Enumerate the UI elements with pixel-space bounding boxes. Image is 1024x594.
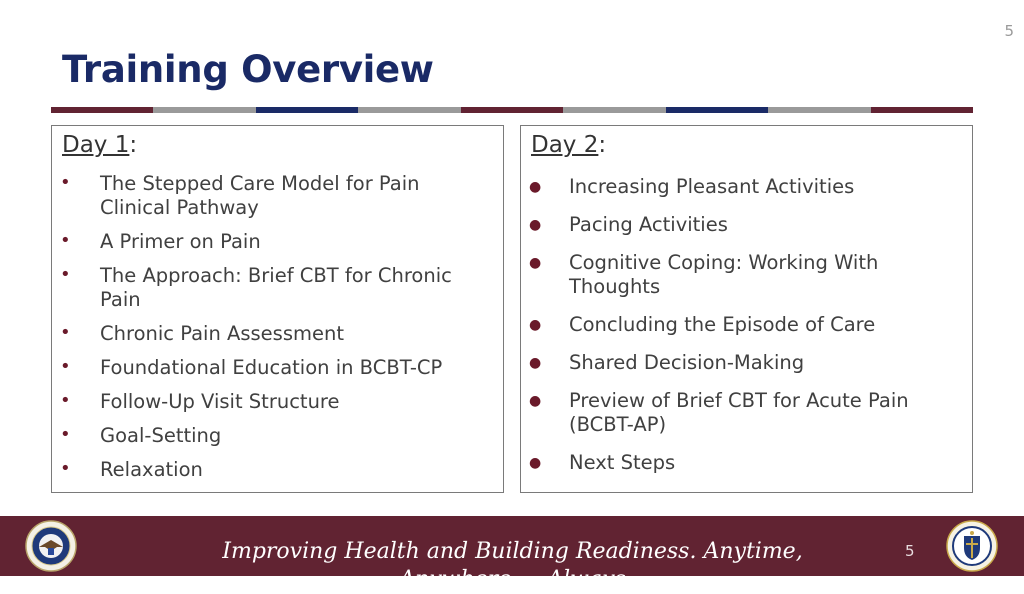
- stripe-segment: [153, 107, 255, 113]
- bullet-icon: •: [60, 172, 71, 193]
- list-item: [521, 389, 972, 437]
- department-of-defense-seal-icon: [25, 520, 77, 572]
- bullet-icon: •: [60, 264, 71, 285]
- list-item: [521, 451, 972, 475]
- list-item: [52, 264, 503, 312]
- list-item-text: Chronic Pain Assessment: [100, 322, 344, 345]
- stripe-segment: [768, 107, 870, 113]
- bullet-icon: ●: [529, 455, 542, 471]
- list-item: [52, 390, 503, 414]
- list-item: [521, 251, 972, 299]
- list-item-text: Concluding the Episode of Care: [569, 313, 876, 336]
- bullet-icon: •: [60, 390, 71, 411]
- day2-topic-list: [521, 175, 972, 489]
- bullet-icon: •: [60, 230, 71, 251]
- bullet-icon: ●: [529, 255, 542, 271]
- list-item: [521, 213, 972, 237]
- stripe-segment: [563, 107, 665, 113]
- list-item-text: Shared Decision-Making: [569, 351, 805, 374]
- list-item: [52, 230, 503, 254]
- bullet-icon: •: [60, 458, 71, 479]
- list-item: [521, 351, 972, 375]
- defense-health-agency-seal-icon: [946, 520, 998, 572]
- bullet-icon: •: [60, 322, 71, 343]
- list-item-text: Next Steps: [569, 451, 676, 474]
- list-item: [52, 172, 503, 220]
- day2-heading-label: Day 2: [531, 132, 599, 158]
- list-item-text: Preview of Brief CBT for Acute Pain (BCBT-AP): [569, 389, 909, 436]
- bullet-icon: ●: [529, 217, 542, 233]
- footer-page-number: 5: [905, 542, 915, 560]
- list-item-text: The Stepped Care Model for Pain Clinical Pathway: [100, 172, 420, 219]
- list-item-text: Follow-Up Visit Structure: [100, 390, 340, 413]
- list-item-text: Foundational Education in BCBT-CP: [100, 356, 443, 379]
- slide-number: 5: [1004, 22, 1014, 40]
- day2-panel: [520, 125, 973, 493]
- bullet-icon: ●: [529, 355, 542, 371]
- page-title: Training Overview: [62, 48, 434, 91]
- list-item-text: Goal-Setting: [100, 424, 222, 447]
- stripe-segment: [461, 107, 563, 113]
- day1-panel: [51, 125, 504, 493]
- list-item: [52, 458, 503, 482]
- stripe-segment: [666, 107, 768, 113]
- footer-tagline: Improving Health and Building Readiness. Anytime, Anywhere — Always: [222, 539, 803, 592]
- list-item: [52, 322, 503, 346]
- stripe-segment: [871, 107, 973, 113]
- title-divider-stripe: [51, 107, 973, 113]
- bullet-icon: ●: [529, 179, 542, 195]
- list-item-text: A Primer on Pain: [100, 230, 261, 253]
- list-item: [52, 424, 503, 448]
- day2-heading-colon: :: [598, 132, 607, 158]
- list-item-text: Cognitive Coping: Working With Thoughts: [569, 251, 879, 298]
- day2-heading: [531, 132, 606, 158]
- footer-bar: [0, 516, 1024, 592]
- list-item-text: Relaxation: [100, 458, 203, 481]
- bullet-icon: •: [60, 356, 71, 377]
- bullet-icon: •: [60, 424, 71, 445]
- list-item-text: Increasing Pleasant Activities: [569, 175, 855, 198]
- list-item: [52, 356, 503, 380]
- list-item: [521, 175, 972, 199]
- day1-heading-label: Day 1: [62, 132, 130, 158]
- list-item-text: Pacing Activities: [569, 213, 728, 236]
- stripe-segment: [256, 107, 358, 113]
- list-item-text: The Approach: Brief CBT for Chronic Pain: [100, 264, 452, 311]
- stripe-segment: [51, 107, 153, 113]
- stripe-segment: [358, 107, 460, 113]
- day1-heading: [62, 132, 137, 158]
- list-item: [521, 313, 972, 337]
- bullet-icon: ●: [529, 317, 542, 333]
- day1-heading-colon: :: [129, 132, 138, 158]
- day1-topic-list: [52, 172, 503, 492]
- bullet-icon: ●: [529, 393, 542, 409]
